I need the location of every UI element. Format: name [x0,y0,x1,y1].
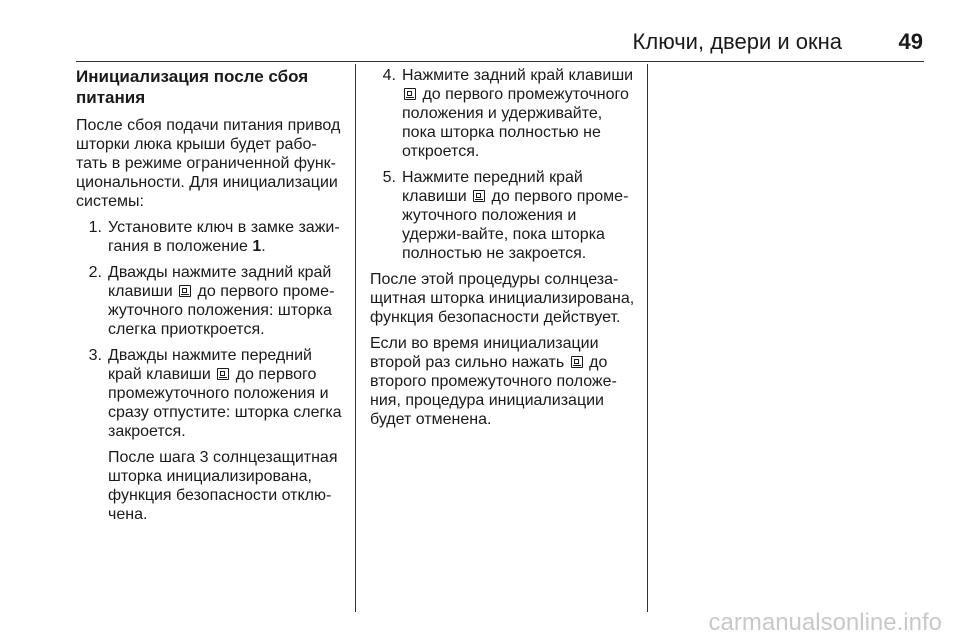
step-number: 3. [88,347,102,364]
steps-list [370,66,638,263]
step-text: Нажмите задний край клавиши [402,67,634,84]
step-number: 2. [88,264,102,281]
step-number: 1. [88,219,102,236]
step-text: Установите ключ в замке зажи-гания в положение [108,219,340,255]
sunroof-switch-icon [473,190,485,202]
list-item [370,168,638,263]
step-number: 4. [382,67,396,84]
paragraph-text: до второго промежуточного положе-ния, процедура инициализации будет отменена. [370,354,617,428]
intro-paragraph: После сбоя подачи питания привод шторки люка крыши будет рабо-тать в режиме ограниченной функ-циональности. Для инициализации системы: [76,117,341,210]
sunroof-switch-icon [179,285,191,297]
sunroof-switch-icon [404,88,416,100]
step-body [108,263,346,339]
step-text: до первого проме-жуточного положения и удержи-вайте, пока шторка полностью не закроется. [402,188,629,262]
step-text: Дважды нажмите передний край клавиши [108,347,312,383]
step-text: . [261,238,266,255]
step-text: Нажмите передний край клавиши [402,169,583,205]
list-item [76,346,346,524]
list-item [76,218,346,256]
step-body [108,218,346,256]
step-text: до первого проме-жуточного положения: шторка слегка приоткроется. [108,283,335,338]
step-body [402,66,638,161]
step-text: Дважды нажмите задний край клавиши [108,264,332,300]
step-body [108,346,346,524]
step-body [402,168,638,263]
step-number: 5. [382,169,396,186]
sunroof-switch-icon [217,368,229,380]
steps-list [76,218,346,524]
result-paragraph: После этой процедуры солнцеза-щитная шторка инициализирована, функция безопасности действует. [370,271,635,326]
step-text: до первого промежуточного положения и удерживайте, пока шторка полностью не откроется. [402,86,629,160]
section-heading: Инициализация после сбоя питания [76,67,309,107]
page-number: 49 [898,29,923,54]
list-item [370,66,638,161]
ignition-position: 1 [252,238,262,255]
cancel-paragraph [370,334,638,429]
watermark: carmanualsonline.info [708,609,942,636]
header-title: Ключи, двери и окна [632,29,842,54]
list-item [76,263,346,339]
column-divider [355,64,356,612]
step-note: После шага 3 солнцезащитная шторка инициализирована, функция безопасности отклю-чена. [108,449,338,523]
right-column [370,66,638,436]
paragraph-text: Если во время инициализации второй раз сильно нажать [370,335,599,371]
sunroof-switch-icon [571,356,583,368]
step-text: до первого промежуточного положения и сразу отпустите: шторка слегка закроется. [108,366,342,440]
left-column [76,66,346,531]
header-rule [76,61,924,62]
column-divider-right [647,64,648,612]
